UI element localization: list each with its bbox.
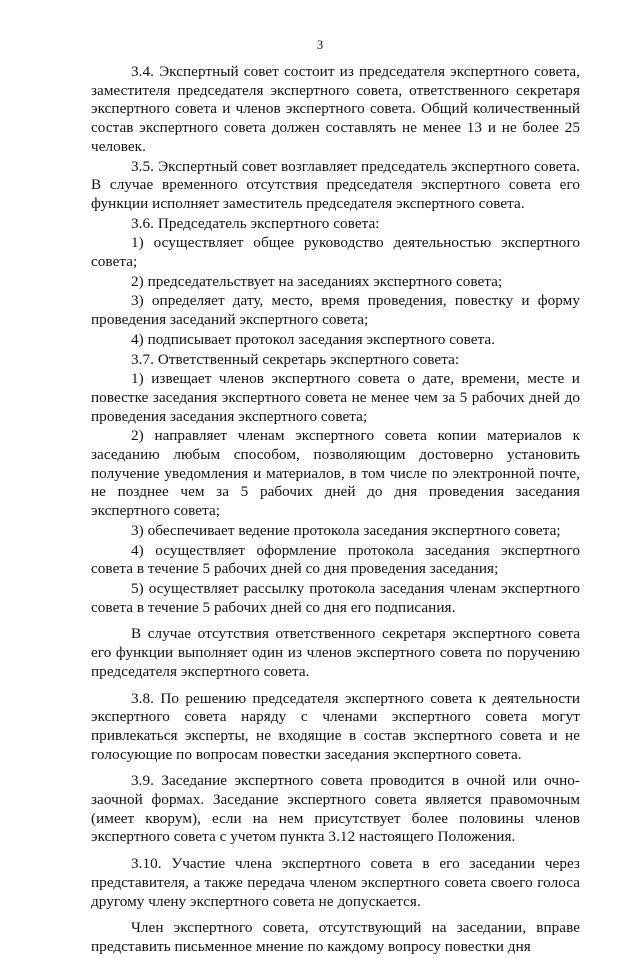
list-item-3-6-3: 3) определяет дату, место, время проведения, повестку и форму проведения заседаний экспертного совета; xyxy=(91,292,580,329)
paragraph-secretary-absence: В случае отсутствия ответственного секретаря экспертного совета его функции выполняет один из членов экспертного совета по поручению председателя экспертного совета. xyxy=(91,625,580,680)
list-item-3-7-2: 2) направляет членам экспертного совета копии материалов к заседанию любым способом, позволяющим достоверно установить получение уведомления и материалов, в том числе по электронной почте, не позднее чем за 5 рабочих дней до дня проведения заседания экспертного совета; xyxy=(91,427,580,520)
paragraph-3-6: 3.6. Председатель экспертного совета: xyxy=(131,214,380,232)
list-item-3-7-4: 4) осуществляет оформление протокола заседания экспертного совета в течение 5 рабочих дней со дня проведения заседания; xyxy=(91,541,580,578)
list-item-3-6-2: 2) председательствует на заседаниях экспертного совета; xyxy=(131,272,503,290)
list-item-3-6-1: 1) осуществляет общее руководство деятельностью экспертного совета; xyxy=(91,234,580,271)
page-number: 3 xyxy=(316,38,324,52)
paragraph-3-5: 3.5. Экспертный совет возглавляет председатель экспертного совета. В случае временного отсутствия председателя экспертного совета его функции исполняет заместитель председателя экспертного совета. xyxy=(91,157,580,212)
paragraph-3-10: 3.10. Участие члена экспертного совета в его заседании через представителя, а также передача членом экспертного совета своего голоса другому члену экспертного совета не допускается. xyxy=(91,855,580,910)
paragraph-member-written-opinion: Член экспертного совета, отсутствующий на заседании, вправе представить письменное мнение по каждому вопросу повестки дня xyxy=(91,919,580,955)
paragraph-3-7: 3.7. Ответственный секретарь экспертного совета: xyxy=(131,350,460,368)
document-body xyxy=(91,63,580,958)
paragraph-3-9: 3.9. Заседание экспертного совета проводится в очной или очно-заочной формах. Заседание экспертного совета является правомочным (имеет кворум), если на нем присутствует более половины членов экспертного совета с учетом пункта 3.12 настоящего Положения. xyxy=(91,772,580,846)
list-item-3-6-4: 4) подписывает протокол заседания экспертного совета. xyxy=(131,330,496,348)
paragraph-3-4: 3.4. Экспертный совет состоит из председателя экспертного совета, заместителя председателя экспертного совета, ответственного секретаря экспертного совета и членов экспертного совета. Общий количественный состав экспертного совета должен составлять не менее 13 и не более 25 человек. xyxy=(91,63,580,155)
list-item-3-7-1: 1) извещает членов экспертного совета о дате, времени, месте и повестке заседания экспертного совета не менее чем за 5 рабочих дней до проведения заседания экспертного совета; xyxy=(91,370,580,425)
list-item-3-7-3: 3) обеспечивает ведение протокола заседания экспертного совета; xyxy=(131,521,561,539)
list-item-3-7-5: 5) осуществляет рассылку протокола заседания членам экспертного совета в течение 5 рабочих дней со дня его подписания. xyxy=(91,579,580,616)
paragraph-3-8: 3.8. По решению председателя экспертного совета к деятельности экспертного совета наряду с членами экспертного совета могут привлекаться эксперты, не входящие в состав экспертного совета и не голосующие по вопросам повестки заседания экспертного совета. xyxy=(91,689,580,763)
